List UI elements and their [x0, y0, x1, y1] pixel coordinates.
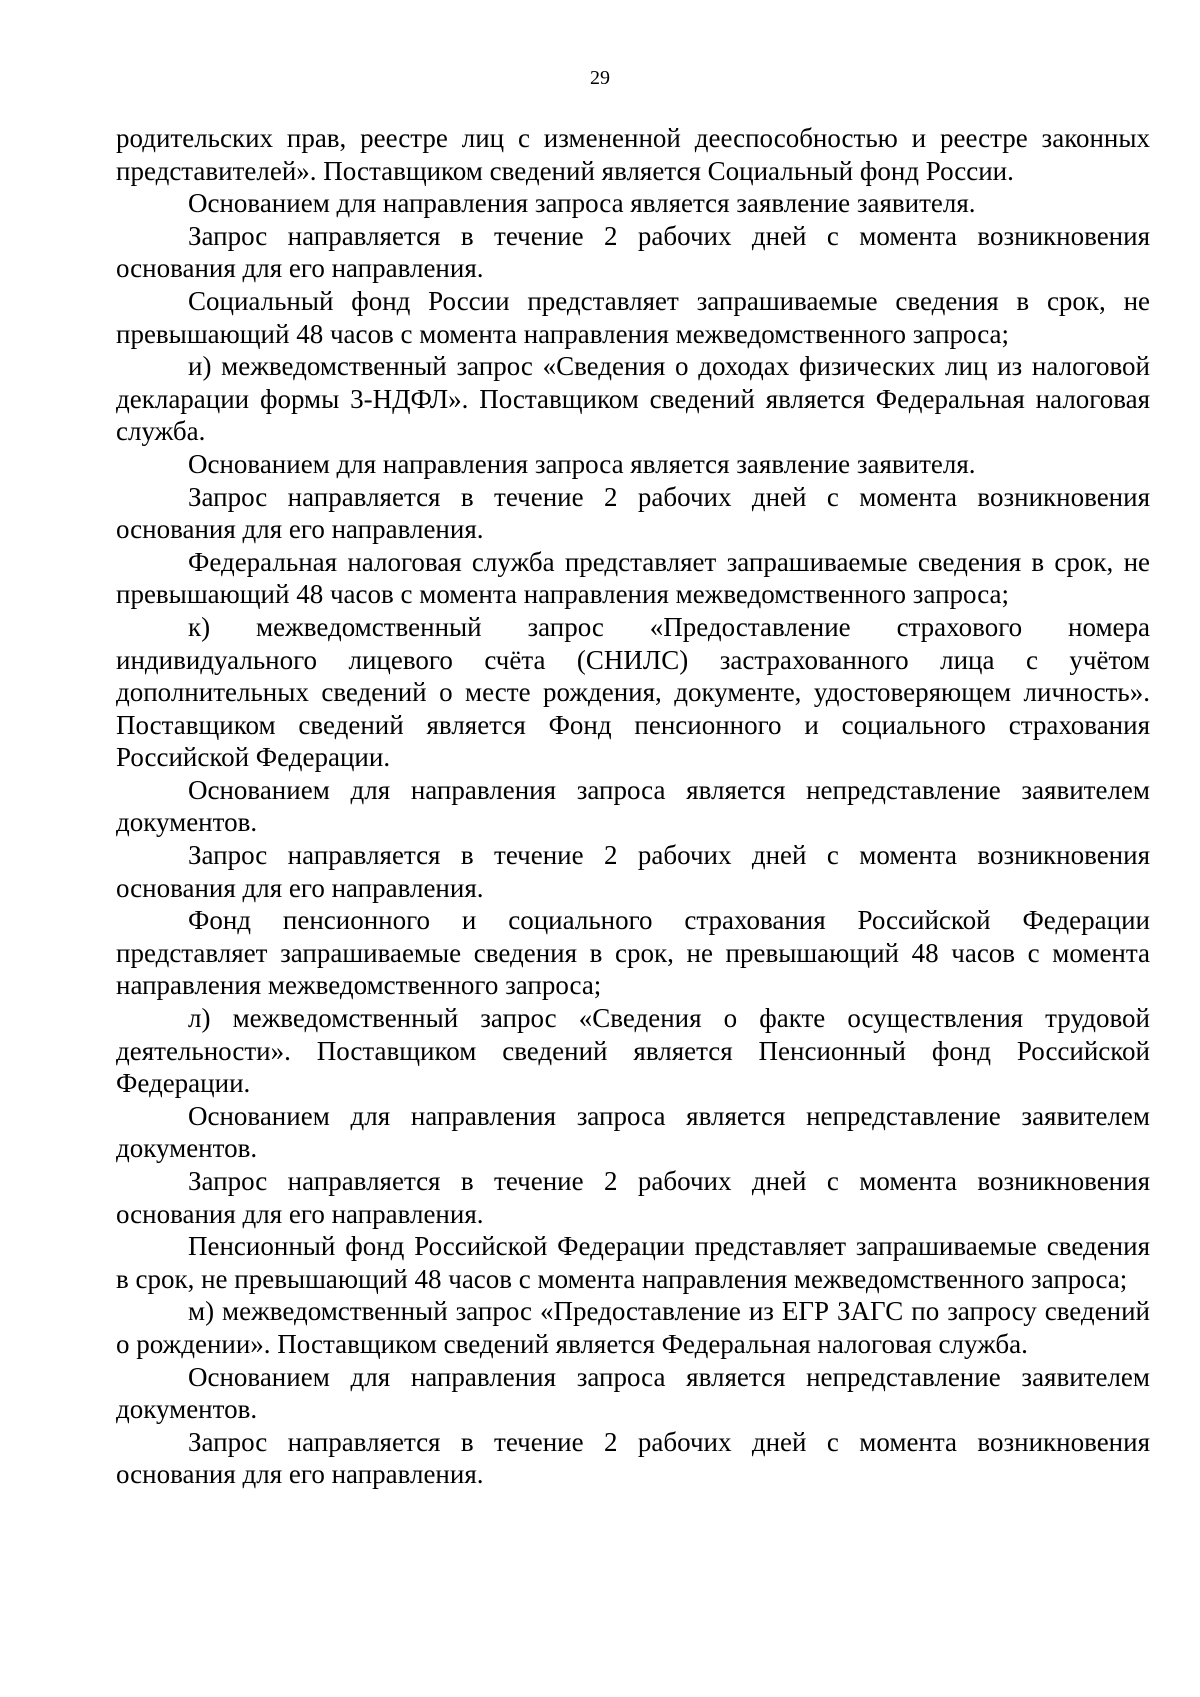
paragraph-item-l: л) межведомственный запрос «Сведения о факте осуществления трудовой деятельности». Поставщиком сведений является Пенсионный фонд Российской Федерации.	[116, 1003, 1150, 1099]
document-body	[116, 122, 1150, 1491]
paragraph: родительских прав, реестре лиц с измененной дееспособностью и реестре законных представителей». Поставщиком сведений является Социальный фонд России.	[116, 123, 1150, 186]
page-number: 29	[590, 67, 610, 89]
paragraph: Основанием для направления запроса является непредставление заявителем документов.	[116, 1100, 1150, 1164]
paragraph: Основанием для направления запроса является непредставление заявителем документов.	[116, 1361, 1150, 1425]
paragraph-item-i: и) межведомственный запрос «Сведения о доходах физических лиц из налоговой декларации формы 3-НДФЛ». Поставщиком сведений является Федеральная налоговая служба.	[116, 351, 1150, 447]
paragraph-item-m: м) межведомственный запрос «Предоставление из ЕГР ЗАГС по запросу сведений о рождении». Поставщиком сведений является Федеральная налоговая служба.	[116, 1296, 1150, 1359]
paragraph: Запрос направляется в течение 2 рабочих дней с момента возникновения основания для его направления.	[116, 1166, 1150, 1229]
paragraph: Федеральная налоговая служба представляет запрашиваемые сведения в срок, не превышающий 48 часов с момента направления межведомственного запроса;	[116, 546, 1150, 610]
paragraph: Социальный фонд России представляет запрашиваемые сведения в срок, не превышающий 48 часов с момента направления межведомственного запроса;	[116, 285, 1150, 349]
paragraph: Запрос направляется в течение 2 рабочих дней с момента возникновения основания для его направления.	[116, 1426, 1150, 1490]
paragraph-item-k: к) межведомственный запрос «Предоставление страхового номера индивидуального лицевого счёта (СНИЛС) застрахованного лица с учётом дополнительных сведений о месте рождения, документе, удостоверяющем личность». Поставщиком сведений является Фонд пенсионного и социального страхования Российской Федерации.	[116, 611, 1150, 773]
paragraph: Запрос направляется в течение 2 рабочих дней с момента возникновения основания для его направления.	[116, 481, 1150, 545]
paragraph: Запрос направляется в течение 2 рабочих дней с момента возникновения основания для его направления.	[116, 840, 1150, 903]
paragraph: Основанием для направления запроса является непредставление заявителем документов.	[116, 774, 1150, 838]
paragraph: Запрос направляется в течение 2 рабочих дней с момента возникновения основания для его направления.	[116, 220, 1150, 284]
paragraph: Основанием для направления запроса является заявление заявителя.	[188, 188, 976, 219]
paragraph: Пенсионный фонд Российской Федерации представляет запрашиваемые сведения в срок, не превышающий 48 часов с момента направления межведомственного запроса;	[116, 1231, 1150, 1294]
paragraph: Фонд пенсионного и социального страхования Российской Федерации представляет запрашиваемые сведения в срок, не превышающий 48 часов с момента направления межведомственного запроса;	[116, 905, 1150, 1001]
paragraph: Основанием для направления запроса является заявление заявителя.	[188, 448, 976, 479]
